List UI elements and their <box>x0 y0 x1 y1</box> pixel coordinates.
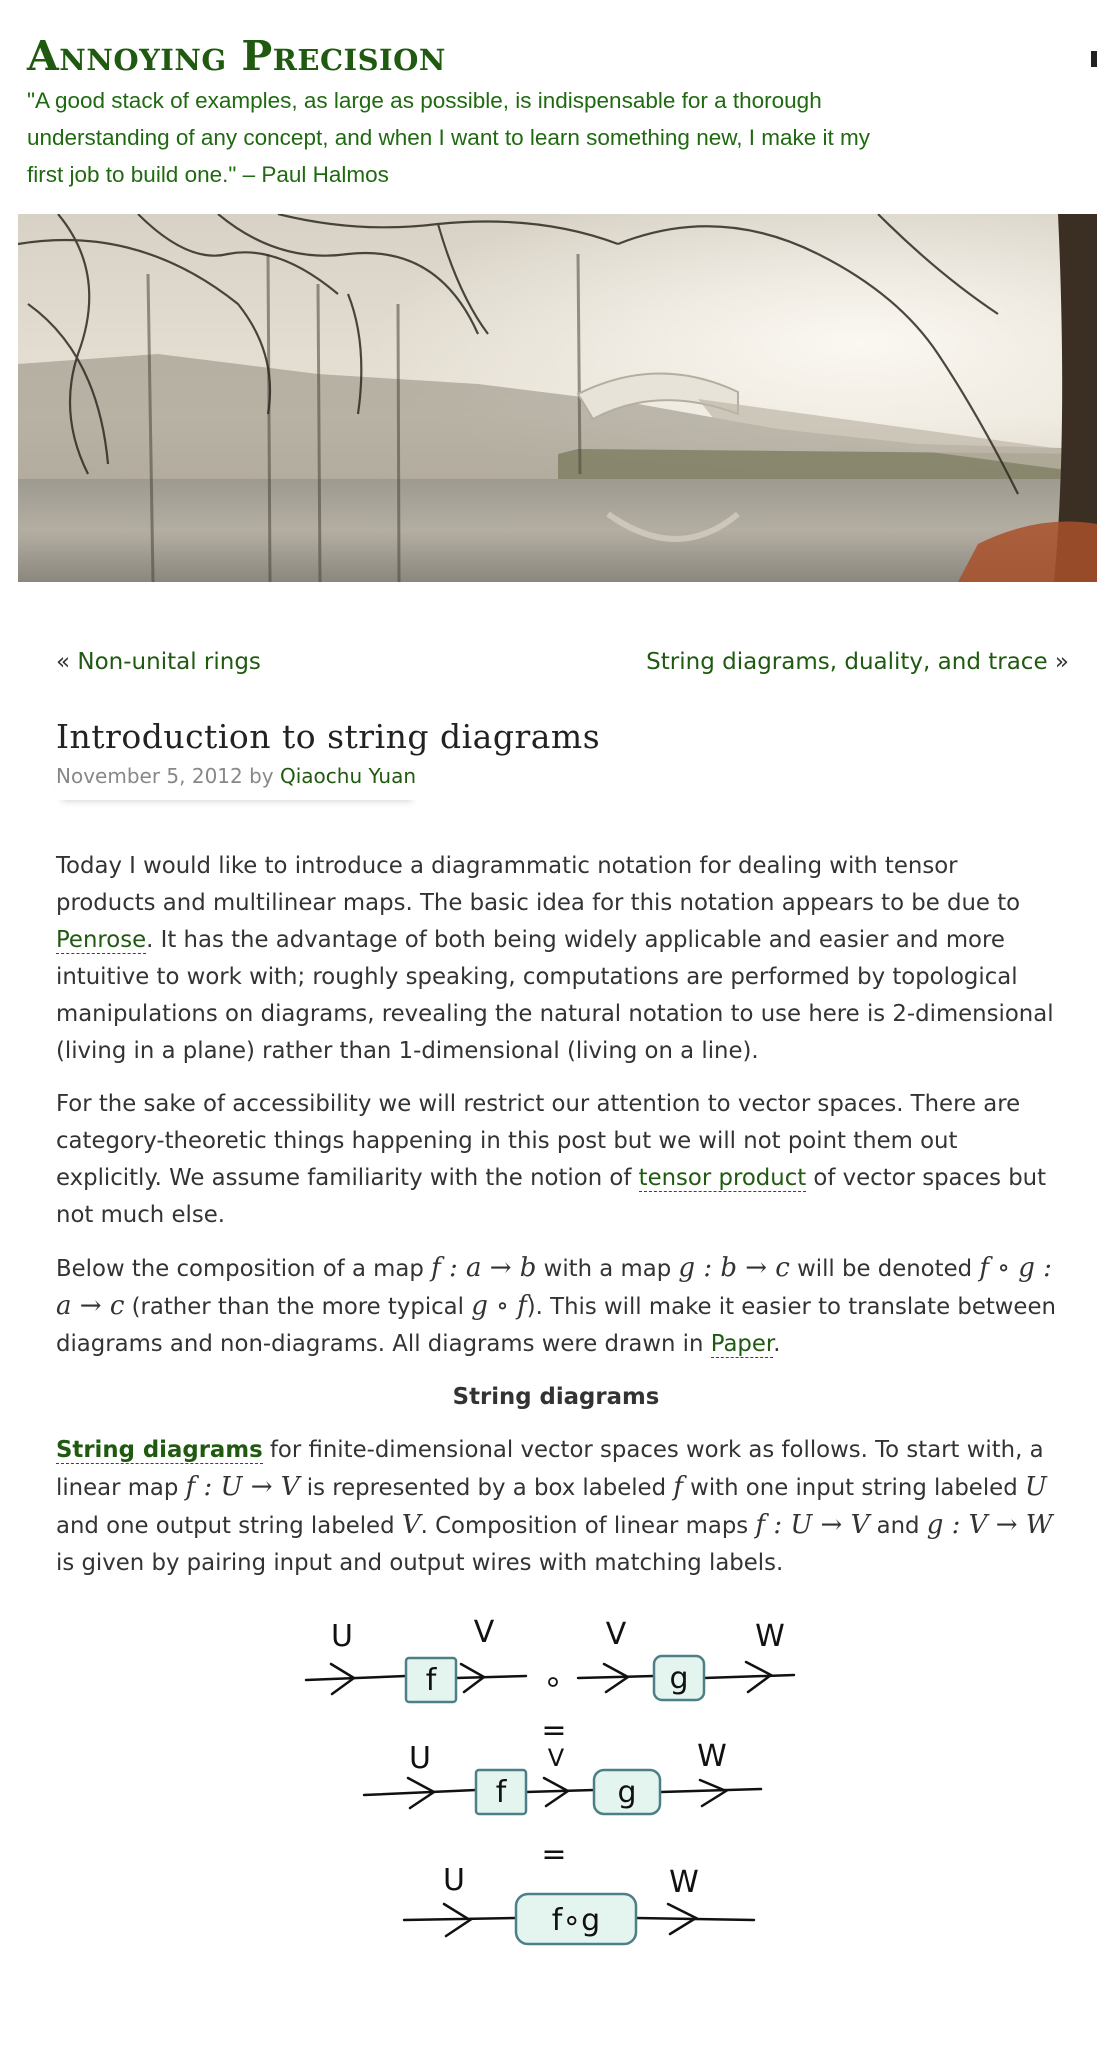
diagram-label-w-row1: W <box>755 1619 785 1654</box>
section-heading-string-diagrams: String diagrams <box>452 1384 660 1410</box>
diagram-equals-1: = <box>541 1713 567 1748</box>
diagram-box-label-f-row1: f <box>425 1663 437 1698</box>
previous-arrow: « <box>56 649 71 675</box>
header-banner-image <box>18 214 1097 582</box>
next-post <box>646 640 1069 684</box>
diagram-box-label-fg-row3: f∘g <box>551 1903 601 1938</box>
math-f: f <box>673 1472 683 1502</box>
previous-post-link[interactable]: Non-unital rings <box>77 649 261 675</box>
math-u: U <box>1024 1472 1047 1502</box>
diagram-box-label-g-row2: g <box>617 1775 637 1810</box>
post-content <box>56 848 1056 1982</box>
math-f-u-to-v: f : U → V <box>185 1472 300 1502</box>
previous-post <box>56 640 261 684</box>
next-arrow: » <box>1054 649 1069 675</box>
diagram-box-label-f-row2: f <box>495 1775 507 1810</box>
diagram-label-w-row3: W <box>669 1865 699 1900</box>
paragraph-intro: Today I would like to introduce a diagrammatic notation for dealing with tensor products and multilinear maps. The basic idea for this notation appears to be due to Penrose. It has the advantage of both being widely applicable and easier and more intuitive to work with; roughly speaking, computations are performed by topological manipulations on diagrams, revealing the natural notation to use here is 2-dimensional (living in a plane) rather than 1-dimensional (living on a line). <box>56 853 1054 1064</box>
math-g-b-to-c: g : b → c <box>678 1253 790 1283</box>
math-f-compose-g: f ∘ g : a → c <box>56 1253 1052 1321</box>
post-meta <box>56 762 418 800</box>
math-f-a-to-b: f : a → b <box>431 1253 537 1283</box>
tensor-product-link[interactable]: tensor product <box>638 1165 807 1191</box>
diagram-label-w-row2: W <box>697 1739 727 1774</box>
paragraph-accessibility: For the sake of accessibility we will restrict our attention to vector spaces. There are category-theoretic things happening in this post but we will not point them out explicitly. We assume familiarity with the notion of tensor product of vector spaces but not much else. <box>56 1091 1047 1228</box>
diagram-label-u-row2: U <box>409 1741 431 1776</box>
math-f-u-to-v-2: f : U → V <box>755 1510 870 1540</box>
edge-menu-marker[interactable] <box>1091 51 1097 67</box>
diagram-label-v2-row1: V <box>605 1617 627 1652</box>
paragraph-string-diagrams: String diagrams for finite-dimensional vector spaces work as follows. To start with, a linear map f : U → V is represented by a box labeled f with one input string labeled U and one output string labeled V. Composition of linear maps f : U → V and g : V → W is given by pairing input and output wires with matching labels. <box>56 1437 1053 1576</box>
site-title[interactable]: Annoying Precision <box>27 32 446 80</box>
paragraph-composition: Below the composition of a map f : a → b with a map g : b → c will be denoted f ∘ g : a → c (rather than the more typical g ∘ f). This will make it easier to translate between diagrams and non-diagrams. All diagrams were drawn in Paper. <box>56 1253 1056 1357</box>
post-article <box>56 712 1056 1982</box>
paper-link[interactable]: Paper <box>710 1331 774 1357</box>
math-g-compose-f: g ∘ f <box>471 1291 527 1321</box>
post-by: by <box>249 764 274 788</box>
diagram-label-u-row3: U <box>443 1863 465 1898</box>
string-diagram-illustration <box>56 1602 1056 1982</box>
diagram-compose-symbol: ∘ <box>552 1690 554 1691</box>
diagram-equals-2: = <box>541 1837 567 1872</box>
post-navigation <box>56 640 1069 684</box>
math-g-v-to-w: g : V → W <box>926 1510 1053 1540</box>
next-post-link[interactable]: String diagrams, duality, and trace <box>646 649 1048 675</box>
penrose-link[interactable]: Penrose <box>56 927 147 953</box>
post-date: November 5, 2012 <box>56 764 243 788</box>
diagram-label-u-row1: U <box>331 1619 353 1654</box>
diagram-label-v-row2: V <box>547 1744 565 1772</box>
site-header <box>0 0 1097 187</box>
post-title: Introduction to string diagrams <box>56 717 601 756</box>
diagram-box-label-g-row1: g <box>669 1661 689 1696</box>
site-description: "A good stack of examples, as large as possible, is indispensable for a thorough understanding of any concept, and when I want to learn something new, I make it my first job to build one." – Paul Halmos <box>27 88 870 187</box>
string-diagrams-link[interactable]: String diagrams <box>56 1437 263 1463</box>
math-v: V <box>401 1510 421 1540</box>
author-link[interactable]: Qiaochu Yuan <box>280 764 417 788</box>
diagram-label-v1-row1: V <box>473 1615 495 1650</box>
